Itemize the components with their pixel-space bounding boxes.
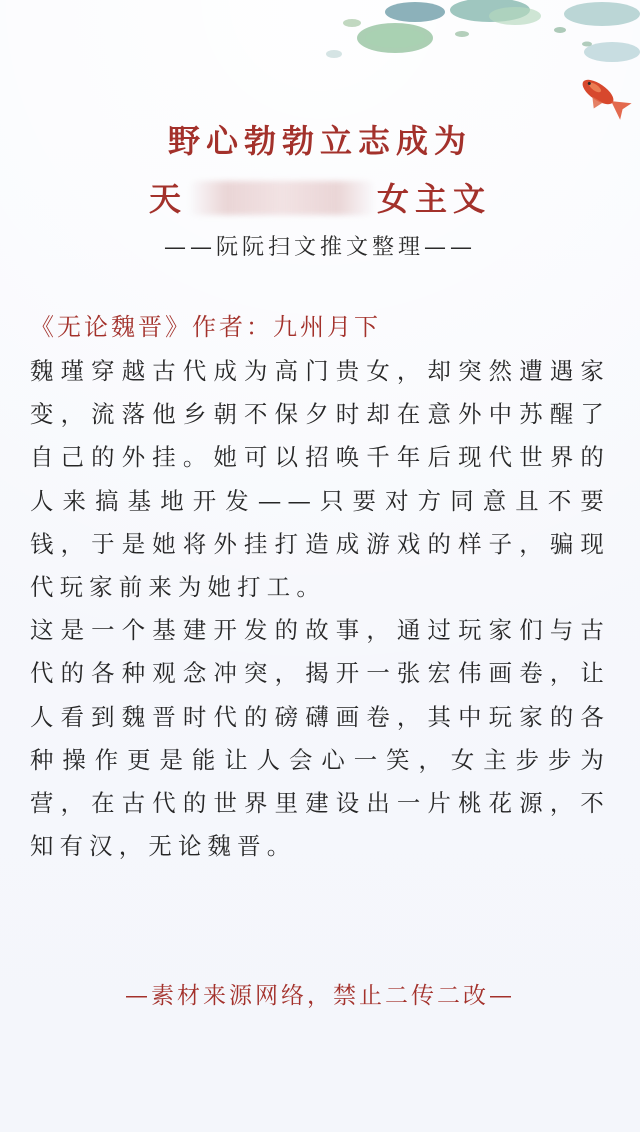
page-title-line-1: 野心勃勃立志成为 xyxy=(167,122,472,160)
book-synopsis xyxy=(30,350,610,868)
synopsis-paragraph-1: 魏瑾穿越古代成为高门贵女，却突然遭遇家变，流落他乡朝不保夕时却在意外中苏醒了自己的外挂。她可以招唤千年后现代世界的人来搞基地开发——只要对方同意且不要钱，于是她将外挂打造成游戏的样子，骗现代玩家前来为她打工。 xyxy=(30,357,610,602)
book-title: 《无论魏晋》作者：九州月下 xyxy=(30,313,381,341)
redacted-blur xyxy=(189,181,375,215)
page-subtitle: ——阮阮扫文推文整理—— xyxy=(163,235,476,260)
page-title-line-2 xyxy=(0,170,640,228)
footer-note: —素材来源网络，禁止二传二改— xyxy=(125,983,515,1009)
title-line-2-end: 女主文 xyxy=(377,180,492,218)
title-line-2-start: 天 xyxy=(148,180,187,218)
lotus-leaves-icon xyxy=(326,0,640,62)
synopsis-paragraph-2: 这是一个基建开发的故事，通过玩家们与古代的各种观念冲突，揭开一张宏伟画卷，让人看到魏晋时代的磅礴画卷，其中玩家的各种操作更是能让人会心一笑，女主步步为营，在古代的世界里建设出一片桃花源，不知有汉，无论魏晋。 xyxy=(30,616,610,861)
title-block xyxy=(0,112,640,266)
